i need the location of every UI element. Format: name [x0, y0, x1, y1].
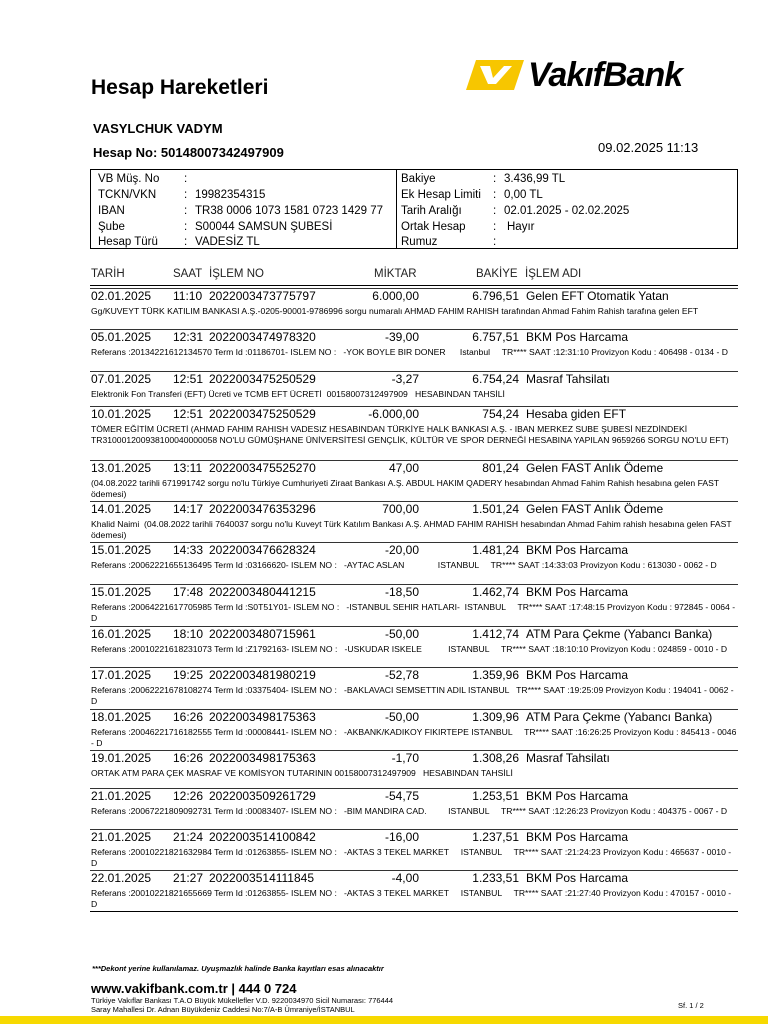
txn-description: Gg/KUVEYT TÜRK KATILIM BANKASI A.Ş.-0205-90001-9786996 sorgu numaralı AHMAD FAHIM RAHISH tarafından Ahmad Fahim Rahish tarafına gelen EFT [91, 306, 699, 316]
txn-balance: 6.757,51 [472, 330, 519, 344]
txn-amount: -16,00 [384, 830, 419, 844]
txn-time: 21:24 [173, 830, 204, 844]
txn-date: 10.01.2025 [91, 407, 152, 421]
info-label: Tarih Aralığı [401, 205, 462, 217]
txn-balance: 1.237,51 [472, 830, 519, 844]
header-divider [90, 285, 738, 286]
txn-description: Referans :20064221617705985 Term Id :S0T51Y01- ISLEM NO : -ISTANBUL SEHIR HATLARI- ISTANBUL TR**** SAAT :17:48:15 Provizyon Kodu : 972845 - 0064 - D [91, 602, 738, 623]
page-number: Sf. 1 / 2 [678, 1001, 704, 1010]
transaction-main-line [90, 585, 738, 600]
account-info-box: VB Müş. No : TCKN/VKN : 19982354315 IBAN : TR38 0006 1073 1581 0723 1429 77 Şube : S00044 SAMSUN ŞUBESİ Hesap Türü : VADESİZ TL Bakiye : 3.436,99 TL Ek Hesap Limiti : 0,00 TL Tarih Aralığı : 02.01.2025 - 02.02.2025 Ortak Hesap : Hayır Rumuz : [90, 169, 738, 249]
txn-balance: 6.754,24 [472, 372, 519, 386]
account-number: Hesap No: 50148007342497909 [93, 145, 284, 160]
txn-number: 2022003476353296 [209, 502, 316, 516]
txn-number: 2022003498175363 [209, 751, 316, 765]
col-header-amount: MİKTAR [374, 268, 417, 280]
txn-number: 2022003474978320 [209, 330, 316, 344]
txn-balance: 1.412,74 [472, 627, 519, 641]
txn-balance: 1.359,96 [472, 668, 519, 682]
txn-name: BKM Pos Harcama [526, 585, 629, 599]
txn-date: 18.01.2025 [91, 710, 152, 724]
info-label: TCKN/VKN [98, 189, 157, 201]
txn-date: 21.01.2025 [91, 830, 152, 844]
info-value: 3.436,99 TL [504, 173, 566, 185]
txn-name: BKM Pos Harcama [526, 871, 629, 885]
col-header-time: SAAT [173, 268, 203, 280]
txn-amount: -39,00 [384, 330, 419, 344]
txn-balance: 1.308,26 [472, 751, 519, 765]
transaction-main-line [90, 871, 738, 886]
vakifbank-logo [466, 56, 706, 96]
col-header-txn-name: İŞLEM ADI [525, 268, 582, 280]
table-end-divider [90, 911, 738, 912]
txn-balance: 801,24 [482, 461, 519, 475]
bank-address: Saray Mahallesi Dr. Adnan Büyükdeniz Caddesi No:7/A-B Ümraniye/İSTANBUL [91, 1005, 355, 1014]
info-value: Hayır [507, 221, 535, 233]
footer-brand-bar [0, 1016, 768, 1024]
txn-number: 2022003480715961 [209, 627, 316, 641]
transaction-row [90, 709, 738, 749]
txn-description: Referans :20010221618231073 Term Id :Z1792163- ISLEM NO : -USKUDAR ISKELE ISTANBUL TR**** SAAT :18:10:10 Provizyon Kodu : 024859 - 0010 - D [91, 644, 728, 654]
info-value: 02.01.2025 - 02.02.2025 [504, 205, 630, 217]
col-header-balance: BAKİYE [476, 268, 518, 280]
txn-balance: 1.233,51 [472, 871, 519, 885]
txn-description: Referans :20046221716182555 Term Id :00008441- ISLEM NO : -AKBANK/KADIKOY FIKIRTEPE ISTANBUL TR**** SAAT :16:26:25 Provizyon Kodu : 845413 - 0046 - D [91, 727, 739, 748]
txn-amount: -20,00 [384, 543, 419, 557]
txn-date: 21.01.2025 [91, 789, 152, 803]
transaction-main-line [90, 461, 738, 476]
txn-time: 12:51 [173, 407, 204, 421]
txn-name: Gelen FAST Anlık Ödeme [526, 502, 664, 516]
txn-time: 16:26 [173, 710, 204, 724]
transaction-main-line [90, 502, 738, 517]
info-value: TR38 0006 1073 1581 0723 1429 77 [195, 205, 383, 217]
info-label: Ortak Hesap [401, 221, 466, 233]
txn-date: 15.01.2025 [91, 543, 152, 557]
transaction-row [90, 329, 738, 358]
transaction-row [90, 870, 738, 910]
txn-name: BKM Pos Harcama [526, 830, 629, 844]
txn-amount: -54,75 [384, 789, 419, 803]
info-label: Hesap Türü [98, 236, 158, 248]
page-title: Hesap Hareketleri [91, 76, 269, 99]
txn-number: 2022003514100842 [209, 830, 316, 844]
txn-date: 22.01.2025 [91, 871, 152, 885]
txn-date: 07.01.2025 [91, 372, 152, 386]
info-label: IBAN [98, 205, 125, 217]
txn-description: Elektronik Fon Transferi (EFT) Ücreti ve TCMB EFT ÜCRETİ 00158007312497909 HESABINDAN TAHSİLİ [91, 389, 505, 399]
transaction-main-line [90, 372, 738, 387]
txn-balance: 1.253,51 [472, 789, 519, 803]
txn-number: 2022003475525270 [209, 461, 316, 475]
customer-name: VASYLCHUK VADYM [93, 121, 223, 136]
transaction-row [90, 501, 738, 541]
txn-date: 15.01.2025 [91, 585, 152, 599]
transaction-main-line [90, 543, 738, 558]
txn-time: 16:26 [173, 751, 204, 765]
txn-balance: 1.481,24 [472, 543, 519, 557]
txn-name: ATM Para Çekme (Yabancı Banka) [526, 627, 713, 641]
txn-description: Referans :20062221655136495 Term Id :03166620- ISLEM NO : -AYTAC ASLAN ISTANBUL TR**** SAAT :14:33:03 Provizyon Kodu : 613030 - 0062 - D [91, 560, 717, 570]
transaction-main-line [90, 407, 738, 422]
txn-description: Khalid Naimi (04.08.2022 tarihli 7640037 sorgu no'lu Kuveyt Türk Katılım Bankası A.Ş. AHMAD FAHIM RAHISH hesabından Ahmad Fahim rahish hesabına gelen FAST ödemesi) [91, 519, 734, 540]
txn-balance: 1.309,96 [472, 710, 519, 724]
txn-date: 19.01.2025 [91, 751, 152, 765]
txn-name: BKM Pos Harcama [526, 789, 629, 803]
txn-amount: -3,27 [391, 372, 419, 386]
transaction-row [90, 542, 738, 571]
txn-name: Gelen EFT Otomatik Yatan [526, 289, 669, 303]
transaction-row [90, 750, 738, 779]
txn-amount: 700,00 [382, 502, 419, 516]
transaction-main-line [90, 830, 738, 845]
txn-name: ATM Para Çekme (Yabancı Banka) [526, 710, 713, 724]
txn-number: 2022003498175363 [209, 710, 316, 724]
transaction-main-line [90, 627, 738, 642]
disclaimer-note: ***Dekont yerine kullanılamaz. Uyuşmazlık halinde Banka kayıtları esas alınacaktır [92, 964, 384, 973]
transaction-row [90, 371, 738, 400]
txn-time: 11:10 [173, 289, 203, 303]
txn-time: 12:31 [173, 330, 204, 344]
txn-description: ORTAK ATM PARA ÇEK MASRAF VE KOMİSYON TUTARININ 00158007312497909 HESABINDAN TAHSİLİ [91, 768, 513, 778]
info-label: VB Müş. No [98, 173, 160, 185]
info-value: 19982354315 [195, 189, 266, 201]
txn-amount: -50,00 [384, 710, 419, 724]
txn-number: 2022003476628324 [209, 543, 316, 557]
txn-amount: -4,00 [391, 871, 419, 885]
txn-name: BKM Pos Harcama [526, 543, 629, 557]
txn-amount: -6.000,00 [368, 407, 419, 421]
txn-name: Masraf Tahsilatı [526, 751, 610, 765]
info-label: Rumuz [401, 236, 438, 248]
transaction-main-line [90, 330, 738, 345]
txn-name: Masraf Tahsilatı [526, 372, 610, 386]
txn-balance: 6.796,51 [472, 289, 519, 303]
transaction-main-line [90, 751, 738, 766]
txn-amount: 6.000,00 [372, 289, 419, 303]
txn-number: 2022003475250529 [209, 407, 316, 421]
txn-name: Hesaba giden EFT [526, 407, 627, 421]
txn-time: 14:33 [173, 543, 204, 557]
txn-date: 02.01.2025 [91, 289, 152, 303]
txn-description: TÖMER EĞİTİM ÜCRETİ (AHMAD FAHIM RAHISH VADESIZ HESABINDAN TÜRKİYE HALK BANKASI A.Ş. - IBAN MERKEZ SUBE ŞUBESİ NEZDİNDEKİ TR310001200938100040000058 NO'LU GÜMÜŞHANE ÜNİVERSİTESİ GENÇLİK, KÜLTÜR VE SPOR DERNEĞİ HESABINA YAPILAN 9659266 SORGU NO'LU EFT) [91, 424, 729, 445]
txn-amount: -1,70 [391, 751, 419, 765]
txn-description: Referans :20062221678108274 Term Id :03375404- ISLEM NO : -BAKLAVACI SEMSETTIN ADIL ISTANBUL TR**** SAAT :19:25:09 Provizyon Kodu : 194041 - 0062 - D [91, 685, 737, 706]
txn-amount: -50,00 [384, 627, 419, 641]
txn-description: Referans :20134221612134570 Term Id :01186701- ISLEM NO : -YOK BOYLE BIR DONER Istanbul TR**** SAAT :12:31:10 Provizyon Kodu : 406498 - 0134 - D [91, 347, 728, 357]
txn-number: 2022003514111845 [209, 871, 314, 885]
info-value: S00044 SAMSUN ŞUBESİ [195, 221, 333, 233]
transaction-row [90, 460, 738, 500]
transaction-main-line [90, 668, 738, 683]
transaction-row [90, 406, 738, 446]
txn-name: BKM Pos Harcama [526, 668, 629, 682]
txn-description: Referans :20010221821632984 Term Id :01263855- ISLEM NO : -AKTAS 3 TEKEL MARKET ISTANBUL TR**** SAAT :21:24:23 Provizyon Kodu : 465637 - 0010 - D [91, 847, 734, 868]
txn-name: Gelen FAST Anlık Ödeme [526, 461, 664, 475]
txn-date: 14.01.2025 [91, 502, 152, 516]
txn-time: 13:11 [173, 461, 203, 475]
info-value: 0,00 TL [504, 189, 543, 201]
transaction-main-line [90, 710, 738, 725]
txn-number: 2022003481980219 [209, 668, 316, 682]
txn-time: 14:17 [173, 502, 204, 516]
bank-registration: Türkiye Vakıflar Bankası T.A.O Büyük Mükellefler V.D. 9220034970 Sicil Numarası: 776444 [91, 996, 394, 1005]
col-header-date: TARİH [91, 268, 125, 280]
info-value: VADESİZ TL [195, 236, 260, 248]
print-datetime: 09.02.2025 11:13 [598, 140, 699, 155]
txn-date: 16.01.2025 [91, 627, 152, 641]
txn-number: 2022003509261729 [209, 789, 316, 803]
txn-description: (04.08.2022 tarihli 671991742 sorgu no'lu Türkiye Cumhuriyeti Ziraat Bankası A.Ş. ABDUL HAKIM QADERY hesabından Ahmad Fahim Rahish hesabına gelen FAST ödemesi) [91, 478, 722, 499]
txn-time: 19:25 [173, 668, 204, 682]
txn-amount: -18,50 [384, 585, 419, 599]
txn-balance: 1.501,24 [472, 502, 519, 516]
transaction-row [90, 788, 738, 817]
txn-time: 12:26 [173, 789, 204, 803]
txn-description: Referans :20010221821655669 Term Id :01263855- ISLEM NO : -AKTAS 3 TEKEL MARKET ISTANBUL TR**** SAAT :21:27:40 Provizyon Kodu : 470157 - 0010 - D [91, 888, 734, 909]
txn-description: Referans :20067221809092731 Term Id :00083407- ISLEM NO : -BIM MANDIRA CAD. ISTANBUL TR**** SAAT :12:26:23 Provizyon Kodu : 404375 - 0067 - D [91, 806, 728, 816]
info-label: Bakiye [401, 173, 436, 185]
txn-time: 21:27 [173, 871, 204, 885]
txn-balance: 1.462,74 [472, 585, 519, 599]
txn-balance: 754,24 [482, 407, 519, 421]
txn-time: 17:48 [173, 585, 204, 599]
transaction-row [90, 584, 738, 624]
transaction-main-line [90, 289, 738, 304]
info-divider [396, 170, 397, 249]
txn-number: 2022003473775797 [209, 289, 316, 303]
vakifbank-logo-icon [466, 60, 524, 90]
txn-amount: 47,00 [388, 461, 419, 475]
txn-amount: -52,78 [384, 668, 419, 682]
col-header-txn-no: İŞLEM NO [209, 268, 264, 280]
logo-text: VakıfBank [528, 56, 683, 94]
txn-date: 05.01.2025 [91, 330, 152, 344]
info-label: Şube [98, 221, 125, 233]
txn-time: 12:51 [173, 372, 204, 386]
txn-name: BKM Pos Harcama [526, 330, 629, 344]
transaction-row [90, 626, 738, 655]
transaction-row [90, 288, 738, 317]
txn-date: 13.01.2025 [91, 461, 152, 475]
transaction-row [90, 667, 738, 707]
bank-website: www.vakifbank.com.tr | 444 0 724 [91, 981, 297, 996]
info-label: Ek Hesap Limiti [401, 189, 481, 201]
txn-number: 2022003475250529 [209, 372, 316, 386]
txn-date: 17.01.2025 [91, 668, 152, 682]
transaction-row [90, 829, 738, 869]
transaction-main-line [90, 789, 738, 804]
txn-number: 2022003480441215 [209, 585, 316, 599]
txn-time: 18:10 [173, 627, 204, 641]
